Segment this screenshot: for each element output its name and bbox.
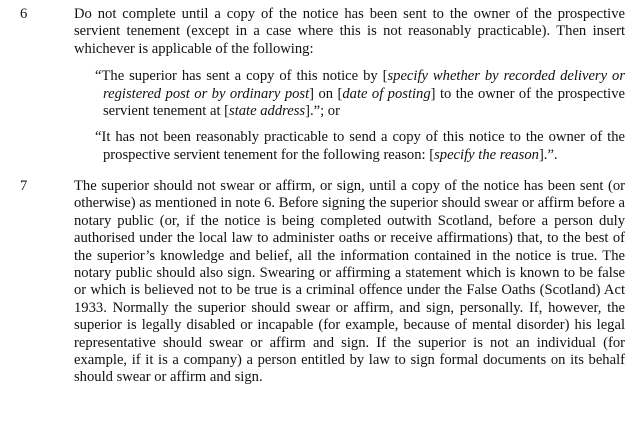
note-body [74, 6, 625, 164]
note-number: 7 [20, 178, 28, 194]
quote-not-practicable: “It has not been reasonably practicable to send a copy of this notice to the owner of the prospective servient tenement for the following reason: [specify the reason].”. [95, 129, 625, 163]
quote-recorded-delivery: “The superior has sent a copy of this notice by [specify whether by recorded delivery or registered post or by ordinary post] on [date of posting] to the owner of the prospective servient tenement at [state address].”; or [95, 68, 625, 120]
note-number: 6 [20, 6, 28, 22]
note-paragraph: Do not complete until a copy of the notice has been sent to the owner of the prospective servient tenement (except in a case where this is not reasonably practicable). Then insert whichever is applicable of the following: [74, 6, 625, 57]
note-paragraph: The superior should not swear or affirm, or sign, until a copy of the notice has been sent (or otherwise) as mentioned in note 6. Before signing the superior should swear or affirm before a notary public (or, if the notice is being completed outwith Scotland, before a person duly authorised under the local law to administer oaths or receive affirmations) that, to the best of the superior’s knowledge and belief, all the information contained in the notice is true. The notary public should also sign. Swearing or affirming a statement which is known to be false or which is believed not to be true is a criminal offence under the False Oaths (Scotland) Act 1933. Normally the superior should swear or affirm, and sign, personally. If, however, the superior is legally disabled or incapable (for example, because of mental disorder) his legal representative should swear or affirm and sign. If the superior is not an individual (for example, if it is a company) a person entitled by law to sign formal documents on its behalf should swear or affirm and sign. [74, 178, 625, 386]
note-body [74, 178, 625, 387]
